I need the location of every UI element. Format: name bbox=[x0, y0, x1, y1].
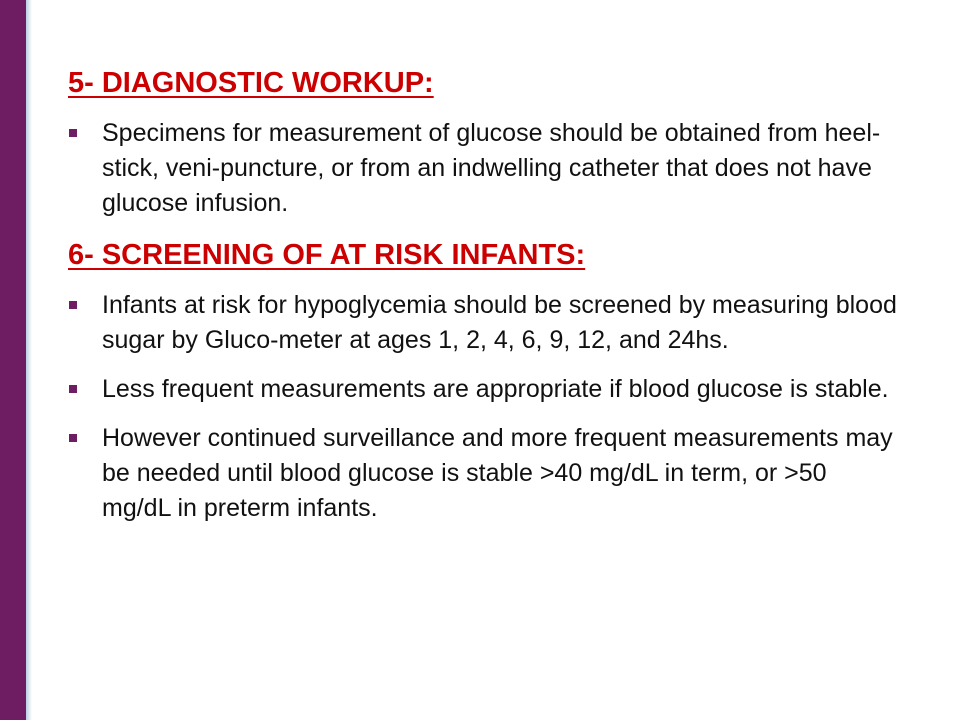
square-bullet-icon bbox=[69, 434, 77, 442]
square-bullet-icon bbox=[69, 129, 77, 137]
bullet-text: However continued surveillance and more frequent measurements may be needed until blood glucose is stable >40 mg/dL in term, or >50 mg/dL in preterm infants. bbox=[102, 424, 893, 522]
bullet-item bbox=[68, 288, 898, 358]
bullet-item bbox=[68, 421, 898, 526]
slide-side-bar-accent bbox=[26, 0, 32, 720]
bullet-text: Infants at risk for hypoglycemia should be screened by measuring blood sugar by Gluco-meter at ages 1, 2, 4, 6, 9, 12, and 24hs. bbox=[102, 291, 897, 354]
bullet-list-diagnostic-workup bbox=[68, 116, 898, 221]
slide-side-bar bbox=[0, 0, 26, 720]
bullet-text: Specimens for measurement of glucose should be obtained from heel-stick, veni-puncture, or from an indwelling catheter that does not have glucose infusion. bbox=[102, 119, 881, 217]
section-heading-diagnostic-workup: 5- DIAGNOSTIC WORKUP: bbox=[68, 67, 434, 99]
bullet-item bbox=[68, 116, 898, 221]
bullet-item bbox=[68, 372, 898, 407]
square-bullet-icon bbox=[69, 385, 77, 393]
bullet-text: Less frequent measurements are appropriate if blood glucose is stable. bbox=[102, 375, 889, 403]
slide-content bbox=[68, 66, 898, 526]
section-heading-screening: 6- SCREENING OF AT RISK INFANTS: bbox=[68, 239, 586, 271]
square-bullet-icon bbox=[69, 301, 77, 309]
bullet-list-screening bbox=[68, 288, 898, 526]
